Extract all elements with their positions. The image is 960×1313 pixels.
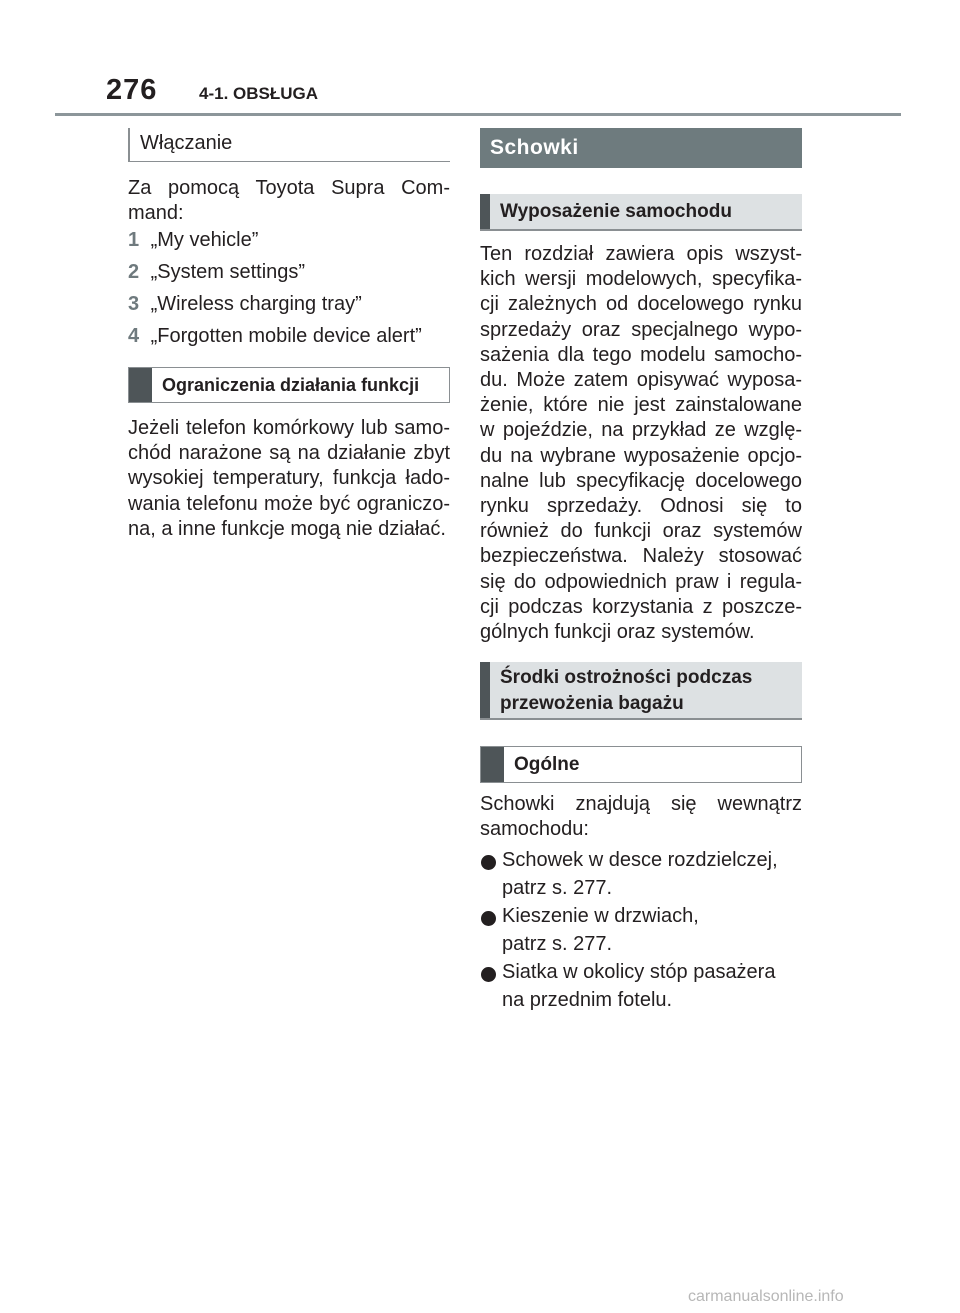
list-item	[480, 903, 802, 958]
heading-marker	[480, 194, 490, 229]
header-divider	[55, 113, 901, 116]
intro-paragraph	[128, 176, 450, 226]
list-item-line-1: Kieszenie w drzwiach,	[502, 905, 699, 927]
limits-text: Jeżeli telefon komórkowy lub samo-chód narażone są na działanie zbyt wysokiej temperatury, funkcja łado-wania telefonu może być ograniczo-na, a inne funkcje mogą nie działać.	[128, 417, 450, 540]
limits-paragraph	[128, 416, 450, 542]
list-item-line-2: patrz s. 277.	[502, 876, 613, 899]
list-item-text	[502, 959, 802, 1014]
list-item	[480, 847, 802, 902]
luggage-heading	[480, 662, 802, 720]
list-item-line-2: patrz s. 277.	[502, 932, 613, 955]
list-item-line-1: Siatka w okolicy stóp pasażera	[502, 961, 776, 983]
section-title: 4-1. OBSŁUGA	[199, 84, 319, 103]
luggage-heading-text	[490, 662, 752, 718]
equipment-heading-text: Wyposażenie samochodu	[500, 200, 732, 222]
general-heading-text: Ogólne	[514, 753, 580, 775]
step-2	[128, 261, 305, 284]
luggage-heading-line-2: przewożenia bagażu	[500, 693, 684, 714]
subheading-enabling: Włączanie	[128, 128, 450, 162]
list-item-text	[502, 847, 802, 902]
step-text: „Forgotten mobile device alert”	[150, 325, 422, 347]
bullet-icon	[481, 967, 496, 982]
step-text: „My vehicle”	[150, 229, 259, 251]
equipment-text: Ten rozdział zawiera opis wszyst-kich wersji modelowych, specyfika-cji zależnych od docelowego rynku sprzedaży oraz specjalnego wypo-sażenia dla tego modelu samocho-du. Może zatem opisywać wyposa-żenie, które nie jest zainstalowane w pojeździe, na przykład ze wzglę-du na wybrane wyposażenie opcjo-nalne lub specyfikację docelowego rynku sprzedaży. Odnosi się to również do funkcji oraz systemów bezpieczeństwa. Należy stosować się do odpowiednich praw i regula-cji podczas korzystania z poszcze-gólnych funkcji oraz systemów.	[480, 243, 802, 644]
main-heading-storage: Schowki	[480, 128, 802, 168]
step-4	[128, 325, 422, 348]
limits-heading	[128, 367, 450, 403]
step-text: „Wireless charging tray”	[150, 293, 362, 315]
limits-heading-text: Ograniczenia działania funkcji	[162, 374, 420, 395]
heading-marker	[480, 662, 490, 718]
page-number: 276	[106, 74, 158, 106]
list-item-line-2: na przednim fotelu.	[502, 988, 673, 1011]
bullet-icon	[481, 855, 496, 870]
general-heading	[480, 746, 802, 783]
luggage-heading-line-1: Środki ostrożności podczas	[500, 667, 753, 688]
step-3	[128, 293, 362, 316]
equipment-heading	[480, 194, 802, 231]
equipment-paragraph	[480, 242, 802, 645]
heading-marker	[481, 747, 504, 782]
bullet-icon	[481, 911, 496, 926]
general-paragraph	[480, 792, 802, 842]
intro-text: Za pomocą Toyota Supra Com-mand:	[128, 177, 450, 225]
list-item-line-1: Schowek w desce rozdzielczej,	[502, 849, 778, 871]
list-item	[480, 959, 802, 1014]
watermark: carmanualsonline.info	[688, 1288, 844, 1305]
step-text: „System settings”	[150, 261, 306, 283]
step-number: 1	[128, 229, 140, 251]
list-item-text	[502, 903, 802, 958]
heading-marker	[129, 368, 152, 402]
step-number: 4	[128, 325, 140, 347]
step-number: 2	[128, 261, 140, 283]
step-1	[128, 229, 258, 252]
general-text: Schowki znajdują się wewnątrz samochodu:	[480, 793, 802, 841]
step-number: 3	[128, 293, 140, 315]
